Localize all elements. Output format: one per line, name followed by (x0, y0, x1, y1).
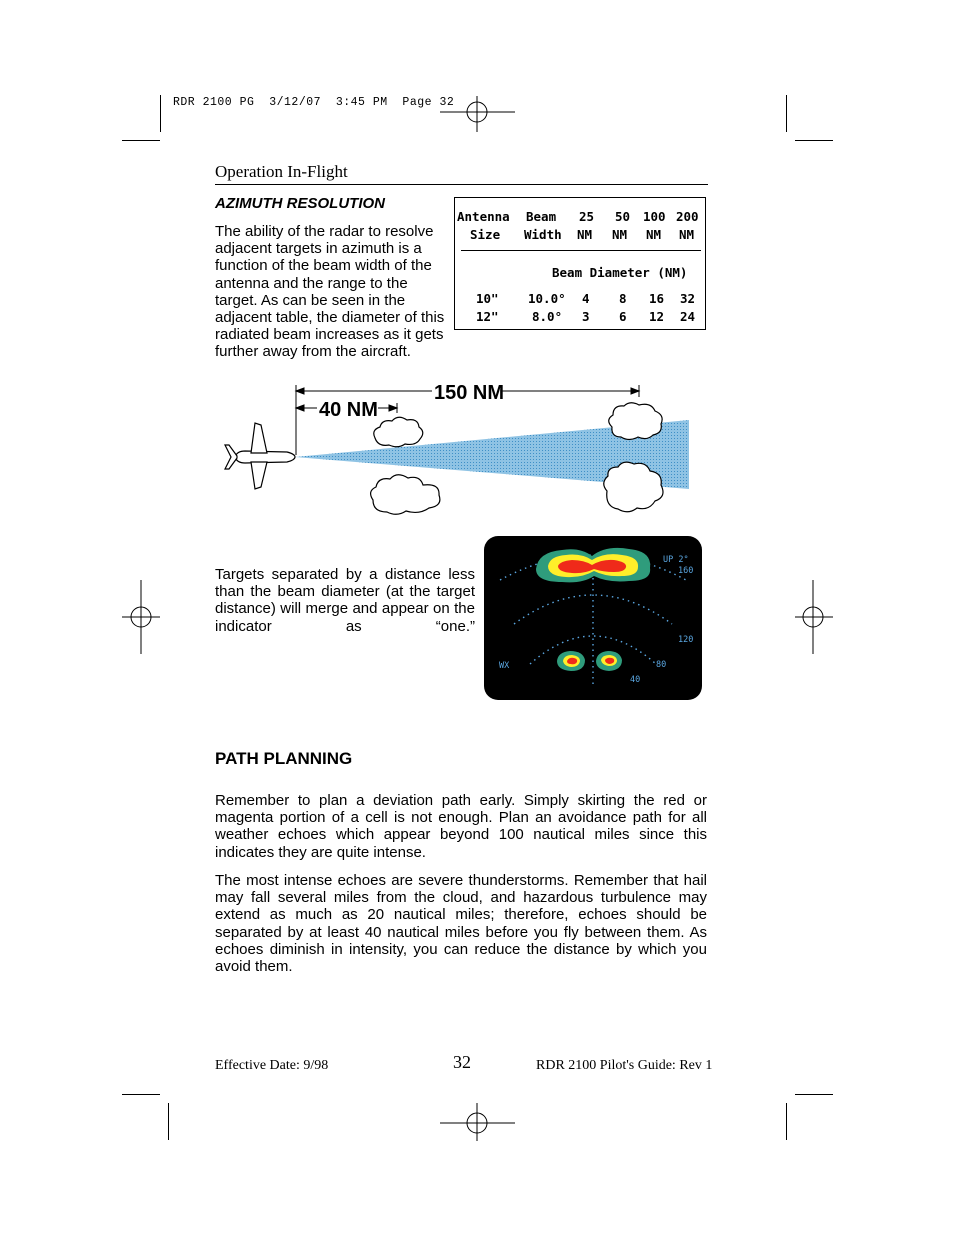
table-cell-d25: 4 (582, 291, 590, 306)
table-cell-d50: 8 (619, 291, 627, 306)
page-number: 32 (453, 1052, 471, 1072)
table-cell-d100: 12 (649, 309, 665, 324)
weather-cell-left (557, 651, 585, 671)
weather-cell-top (536, 548, 650, 582)
cloud-icon (609, 403, 662, 440)
range-label-40: 40 (630, 675, 641, 685)
mode-label: WX (499, 661, 510, 671)
table-subheader: Beam Diameter (NM) (552, 265, 688, 280)
table-header-200-nm: NM (679, 227, 695, 242)
table-header-100-nm: NM (646, 227, 662, 242)
weather-cell-right (596, 651, 622, 671)
table-header-25: 25 (579, 209, 595, 224)
tilt-readout: UP 2° (663, 555, 689, 565)
table-header-size: Size (470, 227, 501, 242)
merge-paragraph: Targets separated by a distance less than the beam diameter (at the target distance) will merge and appear on the indicator as “one.” (215, 566, 475, 635)
range-label-160: 160 (678, 566, 694, 576)
beam-spread-diagram (215, 375, 705, 525)
range-label-80: 80 (656, 660, 667, 670)
footer-guide-title: RDR 2100 Pilot's Guide: Rev 1 (536, 1058, 713, 1073)
table-cell-width: 8.0° (532, 309, 563, 324)
table-cell-d200: 24 (680, 309, 696, 324)
table-header-beam: Beam (526, 209, 557, 224)
label-150nm: 150 NM (434, 382, 505, 404)
table-header-25-nm: NM (577, 227, 593, 242)
section-rule (215, 184, 708, 185)
path-planning-paragraph-2: The most intense echoes are severe thunderstorms. Remember that hail may fall several miles from the cloud, and hazardous turbulence may extend as much as 20 nautical miles; therefore, echoes should be separated by at least 40 nautical miles before you fly between them. As echoes diminish in intensity, you can reduce the distance by which you avoid them. (215, 872, 707, 976)
azimuth-heading: AZIMUTH RESOLUTION (215, 195, 385, 212)
table-header-antenna: Antenna (457, 209, 510, 224)
section-title: Operation In-Flight (215, 162, 348, 181)
table-cell-width: 10.0° (528, 291, 566, 306)
radar-screen (484, 536, 702, 700)
table-header-100: 100 (643, 209, 666, 224)
table-cell-size: 12" (476, 309, 499, 324)
footer-effective-date: Effective Date: 9/98 (215, 1058, 329, 1073)
table-divider (461, 250, 701, 251)
print-slug: RDR 2100 PG 3/12/07 3:45 PM Page 32 (173, 96, 455, 109)
table-header-200: 200 (676, 209, 699, 224)
table-cell-d50: 6 (619, 309, 627, 324)
range-label-120: 120 (678, 635, 694, 645)
airplane-icon (225, 423, 295, 489)
beam-diameter-table (454, 197, 706, 330)
table-header-50-nm: NM (612, 227, 628, 242)
label-40nm: 40 NM (319, 399, 378, 421)
table-cell-d200: 32 (680, 291, 696, 306)
azimuth-paragraph: The ability of the radar to resolve adjacent targets in azimuth is a function of the beam width of the antenna and the range to the target. As can be seen in the adjacent table, the diameter of this radiated beam increases as it gets further away from the aircraft. (215, 223, 445, 361)
table-header-50: 50 (615, 209, 631, 224)
table-cell-d100: 16 (649, 291, 665, 306)
path-planning-paragraph-1: Remember to plan a deviation path early. Simply skirting the red or magenta portion of a cell is not enough. Plan an avoidance path for all weather echoes which appear beyond 100 nautical miles since this indicates they are quite intense. (215, 792, 707, 861)
cloud-icon (371, 475, 440, 515)
table-cell-d25: 3 (582, 309, 590, 324)
table-cell-size: 10" (476, 291, 499, 306)
table-header-width: Width (524, 227, 562, 242)
cloud-icon (374, 417, 423, 447)
path-planning-heading: PATH PLANNING (215, 749, 353, 768)
radar-indicator (484, 536, 702, 700)
